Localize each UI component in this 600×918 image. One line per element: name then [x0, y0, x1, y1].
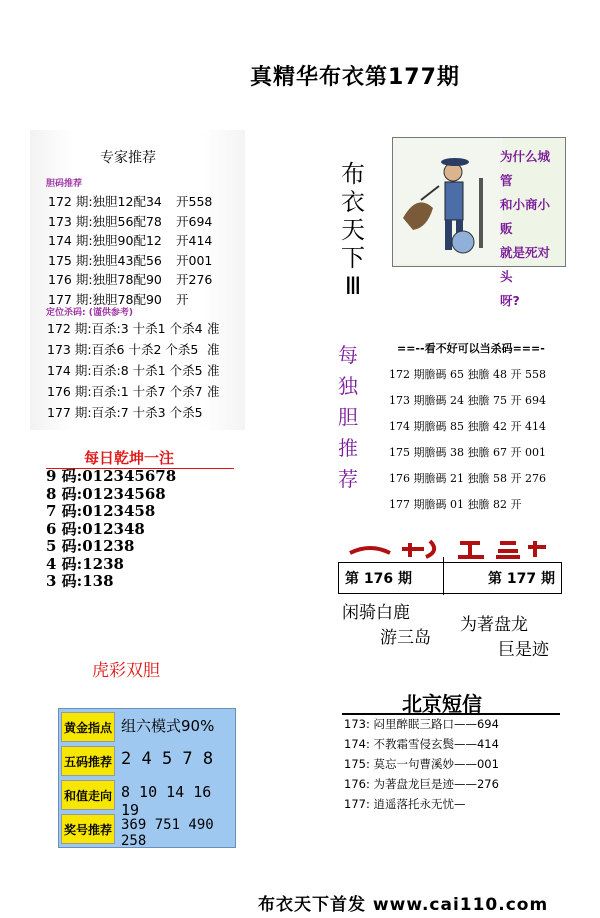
- kill-row: 174 期膽碼 85 独膽 42 开 414: [389, 420, 546, 433]
- banner-decoration: [340, 535, 560, 559]
- expert-row: 176 期:独胆78配90 开276: [48, 272, 213, 287]
- beijing-line: 175: 莫忘一句曹溪妙——001: [344, 757, 499, 771]
- poem-left: 闲骑白鹿 游三岛: [342, 603, 431, 648]
- daily-list: [46, 468, 176, 591]
- beijing-line: 176: 为著盘龙巨是迹——276: [344, 777, 499, 791]
- calligraphy-icon: [340, 535, 560, 559]
- daily-title: 每日乾坤一注: [84, 449, 175, 467]
- tips-table: [58, 708, 236, 848]
- tiger-title: 虎彩双胆: [92, 661, 160, 681]
- daily-line-item: 7 码:0123458: [46, 502, 156, 520]
- kill-row: 173 期膽碼 24 独膽 75 开 694: [389, 394, 546, 407]
- row-label: 黄金指点: [61, 712, 115, 742]
- kill-list-right: [389, 362, 546, 518]
- beijing-list: [344, 714, 499, 814]
- daily-line-item: 3 码:138: [46, 572, 114, 590]
- table-row: [59, 743, 235, 777]
- kill-row: 172 期膽碼 65 独膽 48 开 558: [389, 368, 546, 381]
- page-title: 真精华布衣第177期: [250, 65, 460, 90]
- poem-right: 为著盘龙 巨是迹: [460, 615, 549, 660]
- daily-line-item: 5 码:01238: [46, 537, 135, 555]
- table-row: [59, 811, 235, 849]
- row-value: 8 10 14 16 19: [121, 783, 212, 819]
- table-row: [59, 777, 235, 819]
- tag-dingwei: 定位杀码: (谨供参考): [46, 308, 133, 318]
- row-label: 五码推荐: [61, 746, 115, 776]
- kill-row: 173 期:百杀6 十杀2 个杀5 准: [47, 342, 220, 357]
- beijing-line: 174: 不教霜雪侵玄鬓——414: [344, 737, 499, 751]
- beijing-line: 177: 逍遥落托永无忧—: [344, 797, 466, 811]
- cartoon-caption: 为什么城管 和小商小贩 就是死对头 呀?: [500, 149, 551, 308]
- tag-danma: 胆码推荐: [46, 179, 83, 189]
- period-left: 第 176 期: [345, 571, 412, 587]
- kill-row: 176 期膽碼 21 独膽 58 开 276: [389, 472, 546, 485]
- daily-line-item: 9 码:012345678: [46, 467, 177, 485]
- expert-heading: 专家推荐: [100, 150, 156, 166]
- row-label: 和值走向: [61, 780, 115, 810]
- row-value: 组六模式90%: [121, 717, 215, 735]
- daily-line-item: 8 码:01234568: [46, 484, 166, 503]
- kill-row: 176 期:百杀:1 十杀7 个杀7 准: [47, 384, 220, 399]
- footer-text: 布衣天下首发 www.cai110.com: [258, 895, 549, 915]
- period-box: [338, 562, 562, 594]
- kill-row: 174 期:百杀:8 十杀1 个杀5 准: [47, 363, 220, 378]
- kill-row: 177 期膽碼 01 独膽 82 开: [389, 498, 522, 511]
- purple-vertical-title: 每 独 胆 推 荐: [338, 343, 358, 491]
- kill-row: 177 期:百杀:7 十杀3 个杀5: [47, 405, 203, 420]
- beijing-title: 北京短信: [402, 692, 482, 716]
- expert-row: 174 期:独胆90配12 开414: [48, 233, 213, 248]
- expert-row: 177 期:独胆78配90 开: [48, 291, 189, 307]
- beijing-line: 173: 闷里醉眠三路口——694: [344, 717, 499, 731]
- expert-row: 175 期:独胆43配56 开001: [48, 252, 213, 268]
- table-row: [59, 709, 235, 743]
- expert-list: [48, 192, 212, 309]
- kill-list-left: [47, 318, 220, 423]
- period-divider: [443, 557, 444, 595]
- expert-row: 172 期:独胆12配34 开558: [48, 194, 213, 209]
- kill-row: 175 期膽碼 38 独膽 67 开 001: [389, 446, 546, 459]
- daily-line-item: 4 码:1238: [46, 554, 124, 573]
- period-right: 第 177 期: [488, 571, 555, 587]
- daily-line-item: 6 码:012348: [46, 519, 145, 538]
- expert-row: 173 期:独胆56配78 开694: [48, 213, 213, 229]
- cartoon-figures-icon: [393, 138, 503, 264]
- row-value: 2 4 5 7 8: [121, 749, 214, 769]
- kill-heading: ==--看不好可以当杀码===-: [397, 342, 545, 355]
- row-label: 奖号推荐: [61, 814, 115, 844]
- vertical-title: 布 衣 天 下 Ⅲ: [341, 160, 365, 300]
- row-value: 369 751 490 258: [121, 817, 214, 849]
- kill-row: 172 期:百杀:3 十杀1 个杀4 准: [47, 321, 220, 336]
